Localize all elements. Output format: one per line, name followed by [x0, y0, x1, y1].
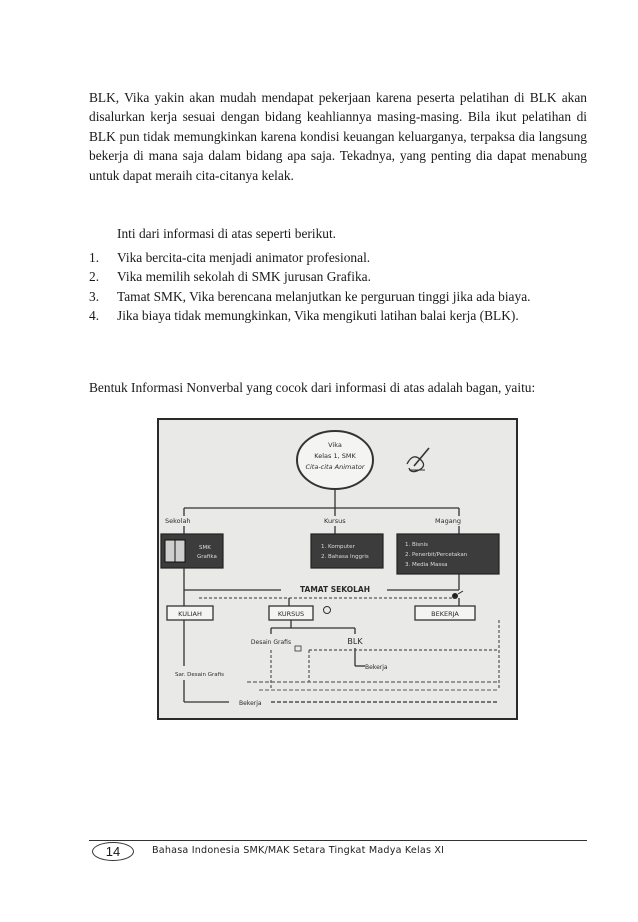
page-number: 14 — [92, 842, 134, 861]
list-item — [89, 267, 587, 286]
kursus-item-1: 1. Komputer — [321, 544, 355, 550]
diagram-canvas — [159, 420, 516, 718]
writing-pen-icon — [407, 448, 429, 472]
graduation-cap-icon — [452, 591, 463, 599]
list-text: Jika biaya tidak memungkinkan, Vika mengikuti latihan balai kerja (BLK). — [117, 308, 519, 324]
sarjana-label: Sar. Desain Grafis — [175, 672, 224, 678]
list-text: Vika bercita-cita menjadi animator profesional. — [117, 250, 371, 265]
summary-list — [89, 248, 587, 326]
career-diagram — [157, 418, 518, 720]
smk-label: SMK — [199, 545, 211, 551]
paragraph-intro: BLK, Vika yakin akan mudah mendapat pekerjaan karena peserta pelatihan di BLK akan disalurkan kerja sesuai dengan bidang keahliannya masing-masing. Bila ikut pelatihan di BLK pun tidak memungkinkan karena kondisi keuangan keluarganya, terpaksa dia langsung bekerja di mana saja dalam bidang apa saja. Tekadnya, yang penting dia dapat menabung untuk dapat meraih cita-citanya kelak. — [89, 90, 587, 183]
kursus-level2-label: KURSUS — [277, 610, 305, 618]
bekerja-right-label: Bekerja — [365, 664, 388, 671]
paragraph-summary-lead: Inti dari informasi di atas seperti berikut. — [117, 226, 337, 241]
list-item — [89, 248, 587, 267]
list-item — [89, 306, 587, 325]
center-class: Kelas 1, SMK — [314, 452, 356, 460]
bekerja-box-label: BEKERJA — [431, 610, 459, 618]
branch-kursus-label: Kursus — [324, 517, 346, 525]
sad-face-icon — [324, 607, 331, 614]
list-number: 1. — [89, 250, 100, 265]
branch-sekolah-label: Sekolah — [165, 517, 191, 525]
kursus-item-2: 2. Bahasa Inggris — [321, 554, 369, 560]
computer-icon — [295, 646, 301, 651]
smk-major: Grafika — [197, 554, 217, 560]
footer-divider — [89, 840, 587, 841]
magang-item-3: 3. Media Massa — [405, 562, 448, 568]
box-kursus — [311, 534, 383, 568]
kuliah-label: KULIAH — [178, 610, 202, 618]
center-ellipse — [297, 431, 373, 489]
list-number: 4. — [89, 308, 100, 324]
magang-item-1: 1. Bisnis — [405, 542, 429, 548]
footer-book-title: Bahasa Indonesia SMK/MAK Setara Tingkat Madya Kelas XI — [152, 845, 445, 856]
paragraph-diagram-intro: Bentuk Informasi Nonverbal yang cocok dari informasi di atas adalah bagan, yaitu: — [89, 380, 536, 395]
magang-item-2: 2. Penerbit/Percetakan — [405, 552, 468, 558]
list-number: 3. — [89, 288, 100, 304]
center-name: Vika — [328, 441, 342, 449]
list-item — [89, 287, 587, 306]
tamat-sekolah-label: TAMAT SEKOLAH — [300, 585, 370, 594]
desain-grafis-label: Desain Grafis — [250, 639, 292, 646]
blk-label: BLK — [347, 637, 363, 646]
center-goal: Cita-cita Animator — [305, 463, 365, 471]
list-text: Vika memilih sekolah di SMK jurusan Grafika. — [117, 269, 371, 285]
book-icon — [165, 540, 185, 562]
branch-magang-label: Magang — [435, 517, 461, 525]
list-text: Tamat SMK, Vika berencana melanjutkan ke perguruan tinggi jika ada biaya. — [117, 288, 531, 304]
bekerja-left-label: Bekerja — [239, 700, 262, 707]
list-number: 2. — [89, 269, 100, 285]
